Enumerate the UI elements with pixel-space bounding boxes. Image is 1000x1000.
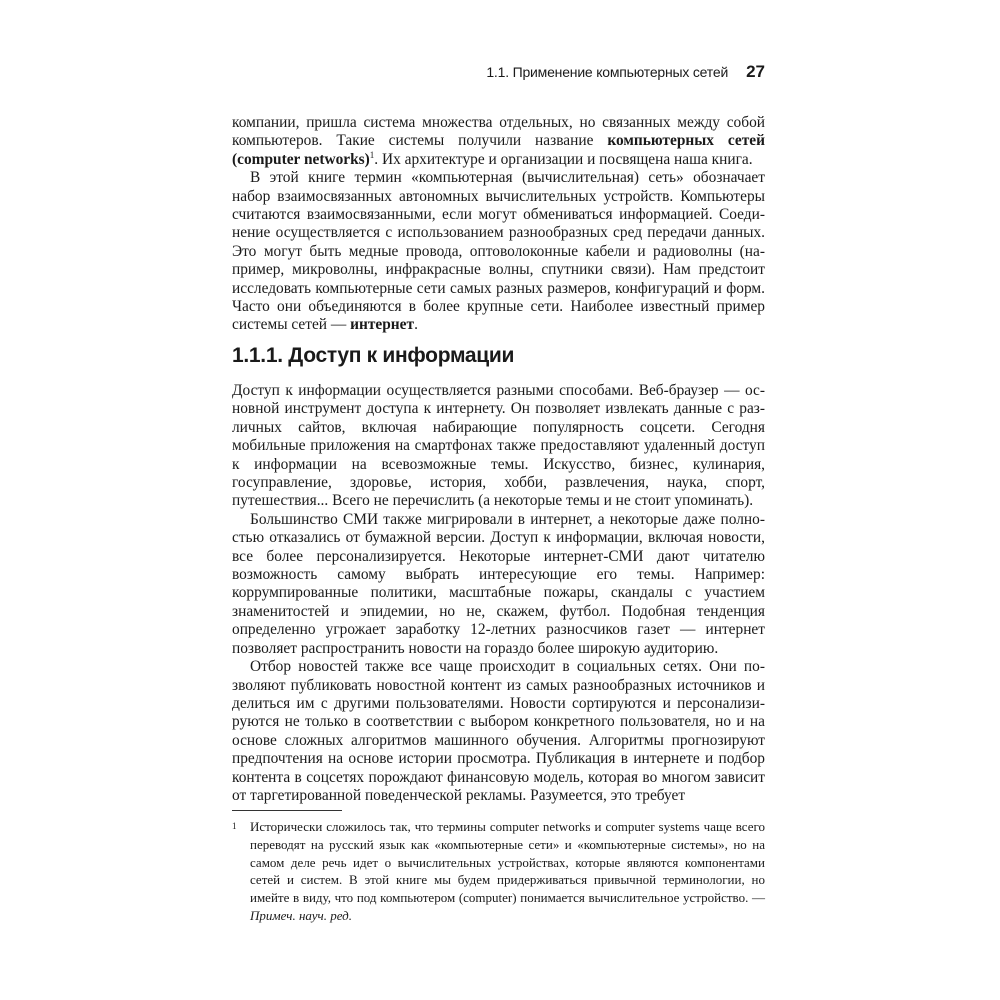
footnote-body [250, 818, 765, 925]
footnote-divider [232, 810, 342, 811]
running-header [232, 62, 765, 88]
intro-paragraph-1 [232, 114, 765, 169]
intro-p2-text: В этой книге термин «компьютерная (вычислительная) сеть» обозначает набор взаимосвязанных автономных вычислительных устройств. Компьютеры считаются взаимосвязанными, если могут обмениваться информацией. Соединение осуществляется с использованием разнообразных сред передачи данных. Это могут быть медные провода, оптоволоконные кабели и радиоволны (например, микроволны, инфракрасные волны, спутники связи). Нам предстоит исследовать компьютерные сети самых разных размеров, конфигураций и форм. Часто они объединяются в более крупные сети. Наиболее известный пример системы сетей — [232, 169, 765, 334]
footnote-attribution: Примеч. науч. ред. [250, 907, 353, 923]
intro-text [232, 114, 765, 335]
body-paragraph: Доступ к информации осуществляется разными способами. Веб-браузер — основной инструмент доступа к интернету. Он позволяет извлекать данные с различных сайтов, включая набирающие популярность соцсети. Сегодня мобильные приложения на смартфонах также предоставляют удаленный доступ к информации на всевозможные темы. Искусство, бизнес, кулинария, госуправление, здоровье, история, хобби, развлечения, наука, спорт, путешествия... Всего не перечислить (а некоторые темы и не стоит упоминать). [232, 382, 765, 510]
intro-paragraph-2 [232, 169, 765, 335]
body-paragraph: Отбор новостей также все чаще происходит в социальных сетях. Они позволяют публиковать новостной контент из самых разнообразных источников и делиться им с другими пользователями. Новости сортируются и персонализируются не только в соответствии с выбором конкретного пользователя, но и на основе сложных алгоритмов машинного обучения. Алгоритмы прогнозируют предпочтения на основе истории просмотра. Публикация в интернете и подбор контента в соцсетях порождают финансовую модель, которая во многом зависит от таргетированной поведенческой рекламы. Разумеется, это требует [232, 658, 765, 804]
intro-p1-tail: . Их архитектуре и организации и посвящена наша книга. [374, 150, 753, 168]
section-body [232, 382, 765, 805]
footnote-reference: 1 [369, 149, 375, 160]
page-number: 27 [746, 62, 765, 81]
section-heading: 1.1.1. Доступ к информации [232, 344, 515, 367]
running-title: 1.1. Применение компьютерных сетей [486, 64, 729, 80]
intro-p2-tail: . [414, 316, 418, 334]
intro-p1-text: компании, пришла система множества отдельных, но связанных между собой компьютеров. Такие системы получили название [232, 114, 765, 150]
term-computer-networks: компьютерных сетей (computer networks) [232, 132, 765, 168]
footnote [232, 818, 765, 925]
footnote-text: Исторически сложилось так, что термины computer networks и computer systems чаще всего переводят на русский язык как «компьютерные сети» и «компьютерные системы», но на самом деле речь идет о вычислительных устройствах, которые являются компонентами сетей и систем. В этой книге мы будем придерживаться привычной терминологии, но имейте в виду, что под компьютером (computer) понимается вычислительное устройство. — [250, 819, 765, 906]
body-paragraph: Большинство СМИ также мигрировали в интернет, а некоторые даже полностью отказались от бумажной версии. Доступ к информации, включая новости, все более персонализируется. Некоторые интернет-СМИ дают читателю возможность самому выбрать интересующие его темы. Например: коррумпированные политики, масштабные пожары, скандалы с участием знаменитостей и эпидемии, но не, скажем, футбол. Подобная тенденция определенно угрожает заработку 12-летних разносчиков газет — интернет позволяет распространить новости на гораздо более широкую аудиторию. [232, 510, 765, 657]
term-internet: интернет [350, 316, 415, 334]
footnote-marker: 1 [232, 821, 237, 831]
